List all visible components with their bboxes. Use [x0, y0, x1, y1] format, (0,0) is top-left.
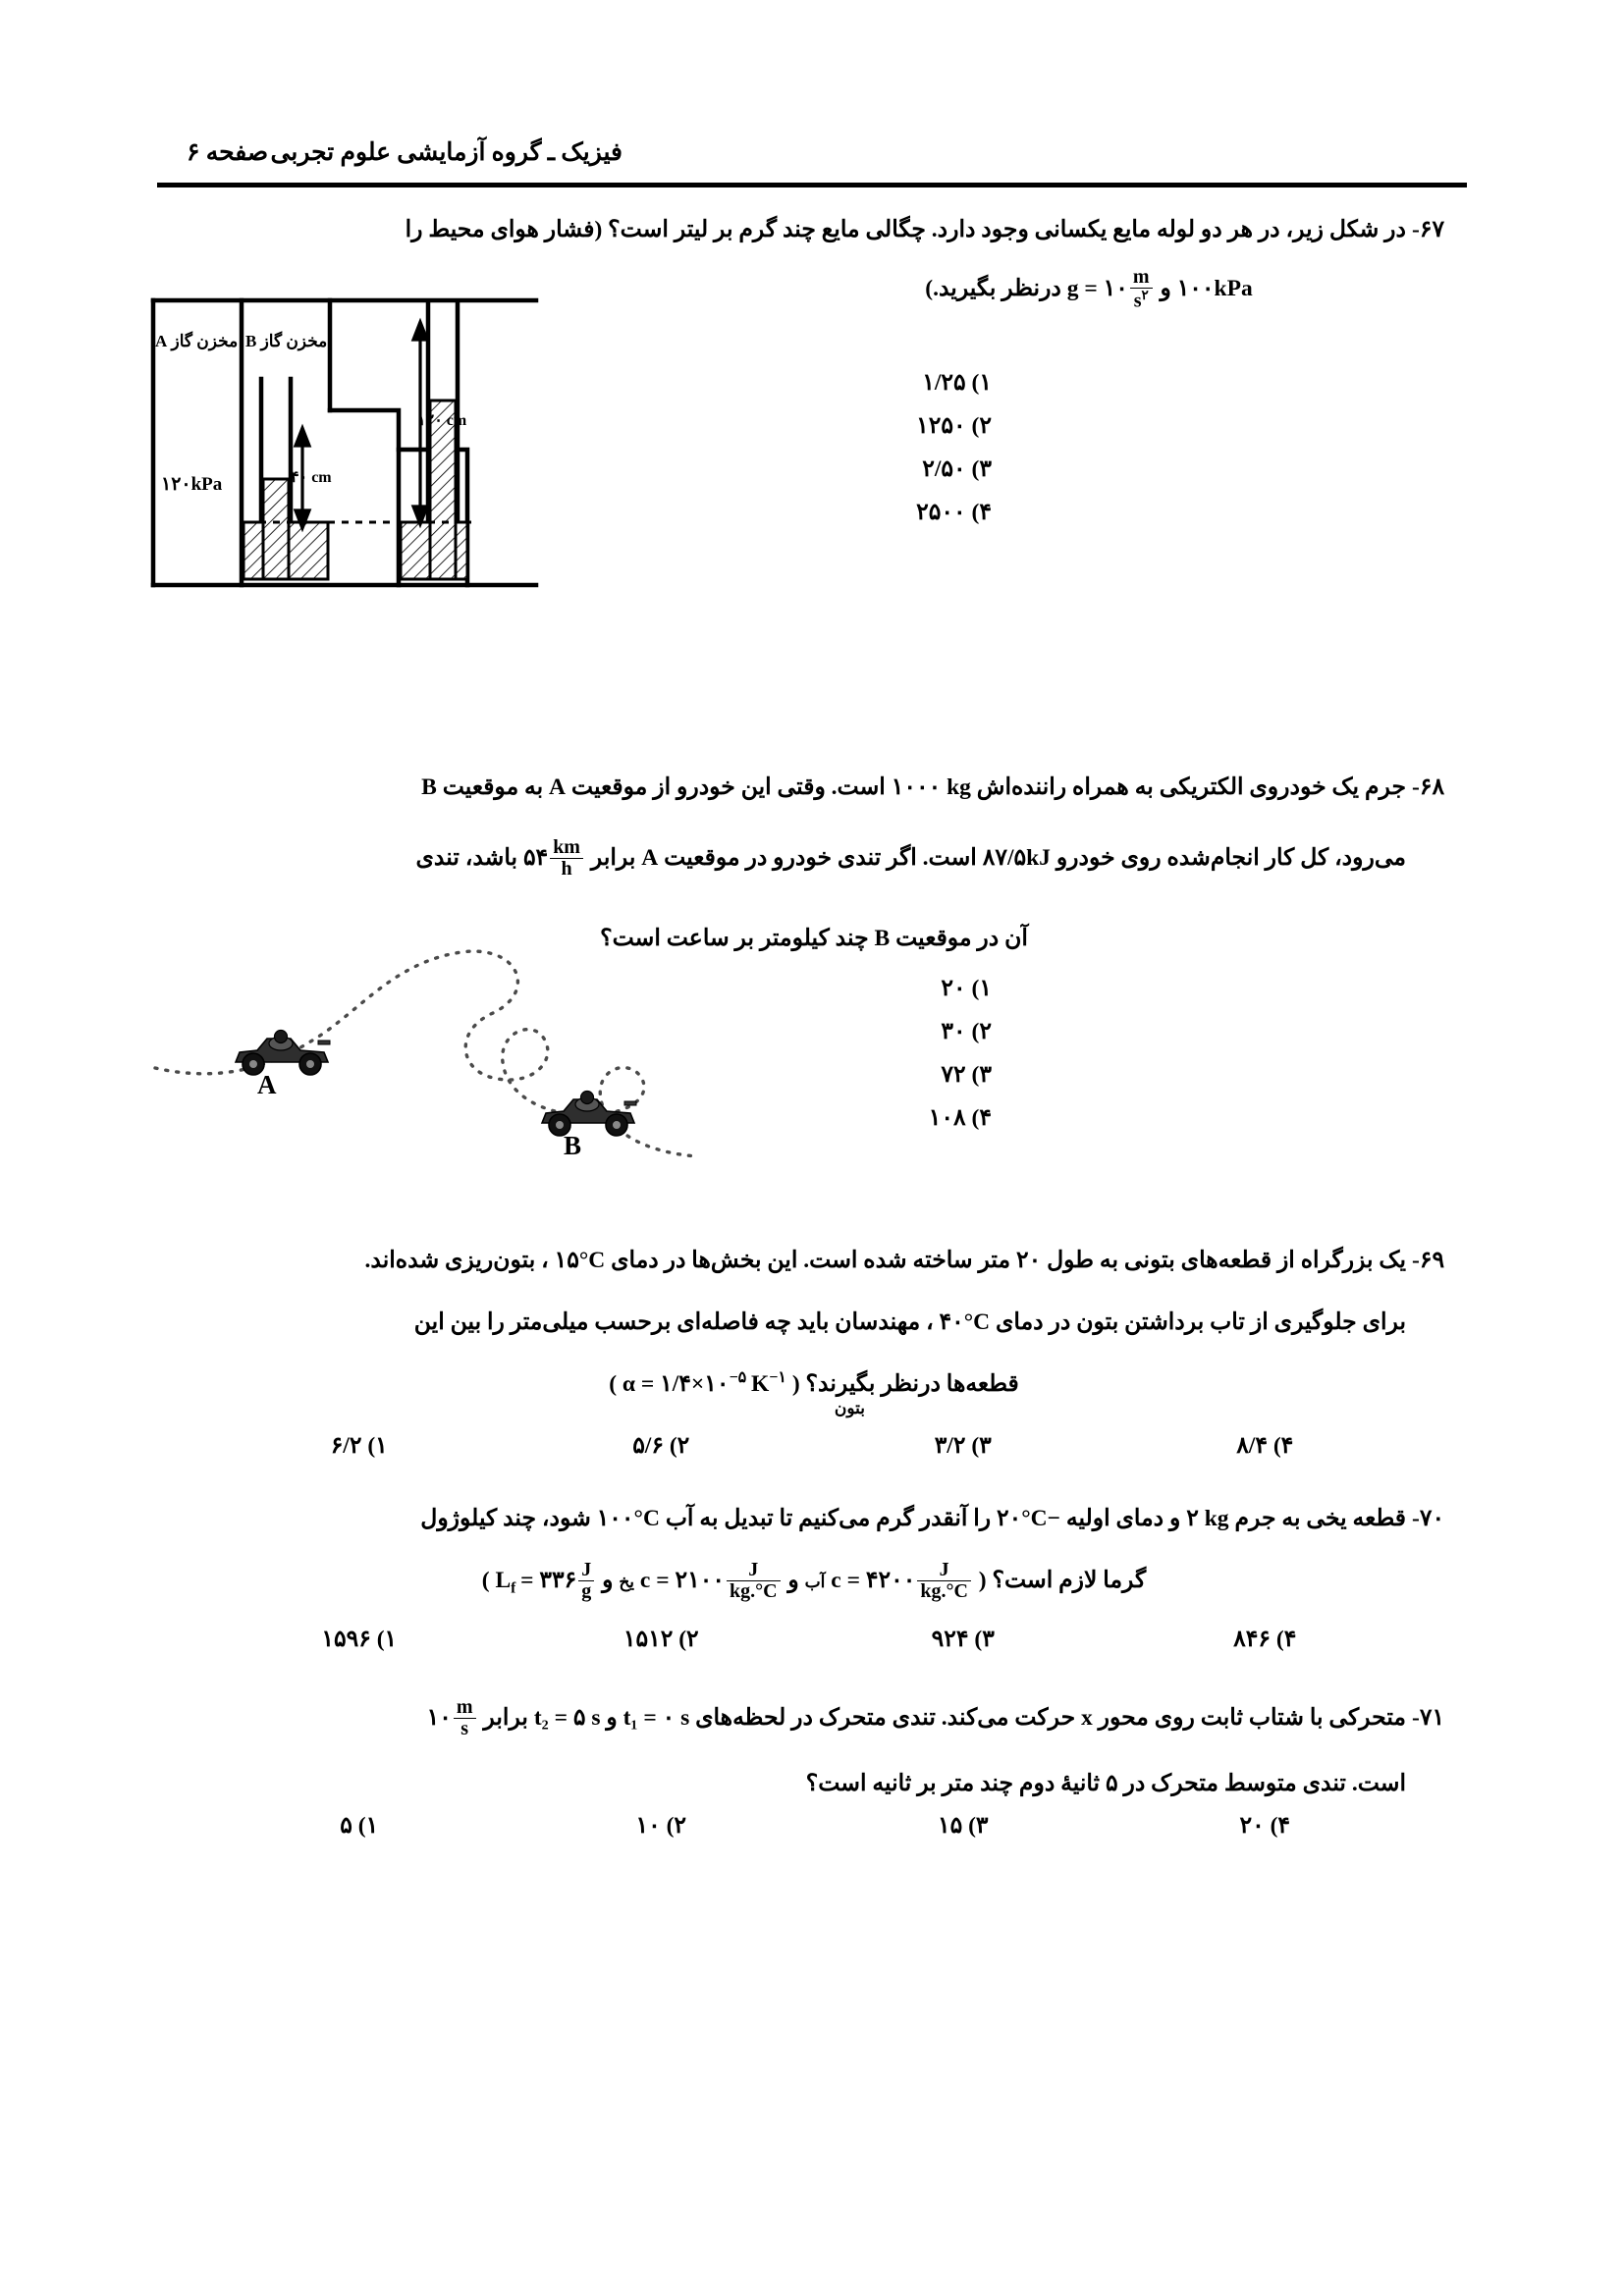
option-row[interactable]: (۳ ۷۲ [770, 1053, 996, 1096]
ice-mass-value: ۲ kg [1186, 1506, 1229, 1531]
option-row[interactable]: (۱ ۱/۲۵ [770, 361, 996, 404]
question-68-text-f: آن در موقعیت B چند کیلومتر بر ساعت است؟ [600, 926, 1028, 951]
car-b-glyph [542, 1092, 636, 1137]
specific-heat-water-unit: $\frac{J}{kg.^\circ C}$ [917, 1560, 971, 1602]
latent-heat-unit: $\frac{J}{g}$ [578, 1560, 594, 1602]
question-70-text-a: قطعه یخی به جرم [1234, 1506, 1406, 1531]
question-68-text-d: است. اگر تندی خودرو در موقعیت A برابر [590, 845, 977, 871]
dimension-40cm-label: ۴۰ cm [291, 469, 332, 486]
car-b-label: B [564, 1131, 582, 1160]
option-value: ۲۰ [1239, 1813, 1265, 1839]
specific-heat-water-subscript: آب [804, 1573, 826, 1591]
car-path-figure [147, 923, 854, 1168]
option-row[interactable]: (۱ ۶/۲ [330, 1433, 388, 1459]
latent-heat-expression: $L_f$ = ۳۳۶ $\frac{J}{g}$ [495, 1559, 596, 1604]
question-68-text-c: می‌رود، کل کار انجام‌شده روی خودرو [1056, 845, 1406, 871]
speed-value-expression: ۱۰ $\frac{m}{s}$ [427, 1696, 478, 1741]
final-temperature-value: ۴۰°C [939, 1309, 991, 1335]
segment-length-value: ۲۰ [1015, 1248, 1042, 1273]
option-value: ۷۲ [941, 1062, 966, 1088]
question-70-text-d: شود، چند کیلوژول [420, 1506, 591, 1531]
question-69-line3 [161, 1362, 1467, 1408]
question-68-line2 [161, 836, 1467, 881]
conj-2: و [602, 1568, 614, 1593]
tank-a-label: مخزن گاز A [155, 332, 239, 350]
option-value: ۶/۲ [330, 1433, 362, 1459]
option-value: ۳/۲ [934, 1433, 966, 1459]
header-page-number: صفحه ۶ [187, 139, 269, 166]
question-69-paren-close: ) [609, 1371, 618, 1397]
manometer-figure [147, 294, 560, 584]
question-68-text-b: است. وقتی این خودرو از موقعیت A به موقعیت B [421, 774, 886, 800]
time-t2-value: t₂ = ۵ s [533, 1705, 601, 1731]
option-row[interactable]: (۳ ۱۵ [937, 1813, 989, 1839]
question-70-text-c: را آنقدر گرم می‌کنیم تا تبدیل به آب [665, 1506, 992, 1531]
option-row[interactable]: (۴ ۸/۴ [1236, 1433, 1294, 1459]
option-value: ۱۰ [635, 1813, 661, 1839]
question-71-conj: و [606, 1705, 618, 1731]
question-70 [161, 1497, 1467, 1542]
option-row[interactable]: (۳ ۲/۵۰ [770, 448, 996, 491]
question-71-number: -۷۱ [1412, 1705, 1445, 1731]
question-71-options [210, 1811, 1418, 1840]
question-68-number: -۶۸ [1412, 774, 1445, 800]
question-70-text-e: گرما لازم است؟ ( [978, 1568, 1147, 1593]
gravity-expression: g = ۱۰ $\frac{m}{s^۲}$ [1067, 267, 1155, 312]
car-mass-value: ۱۰۰۰ kg [891, 774, 971, 800]
ambient-pressure-value: ۱۰۰kPa [1176, 276, 1253, 301]
tank-a-pressure-label: ۱۲۰kPa [161, 474, 223, 495]
specific-heat-ice-unit: $\frac{J}{kg.^\circ C}$ [727, 1560, 781, 1602]
option-row[interactable]: (۴ ۲۵۰۰ [770, 491, 996, 534]
question-69-text-b: متر ساخته شده است. این بخش‌ها در دمای [611, 1248, 1011, 1273]
question-68-text-a: جرم یک خودروی الکتریکی به همراه راننده‌اش [976, 774, 1406, 800]
option-value: ۵/۶ [632, 1433, 664, 1459]
question-69-text-e: ، مهندسان باید چه فاصله‌ای برحسب میلی‌متر را بین این [413, 1309, 934, 1335]
question-67-text: در شکل زیر، در هر دو لوله مایع یکسانی وجود دارد. چگالی مایع چند گرم بر لیتر است؟ (فشار هوای محیط را [405, 217, 1406, 242]
question-70-text-b: و دمای اولیه [1065, 1506, 1181, 1531]
question-71 [161, 1696, 1467, 1741]
option-row[interactable]: (۴ ۲۰ [1239, 1813, 1291, 1839]
question-69-options [210, 1431, 1418, 1460]
question-71-line2 [161, 1762, 1467, 1807]
option-value: ۸/۴ [1236, 1433, 1268, 1459]
question-70-line2 [161, 1559, 1467, 1604]
option-row[interactable]: (۲ ۱۲۵۰ [770, 404, 996, 448]
gravity-unit-fraction: $\frac{m}{s^۲}$ [1130, 267, 1153, 312]
conditions-conjunction: و [1160, 276, 1171, 301]
option-row[interactable]: (۳ ۳/۲ [934, 1433, 992, 1459]
speed-at-a-expression: ۵۴ $\frac{km}{h}$ [523, 836, 585, 881]
option-value: ۱۲۵۰ [916, 413, 966, 439]
question-68 [161, 766, 1467, 811]
specific-heat-ice-subscript: یخ [619, 1573, 635, 1591]
option-row[interactable]: (۱ ۱۵۹۶ [321, 1627, 398, 1652]
option-value: ۸۴۶ [1233, 1627, 1272, 1652]
option-row[interactable]: (۲ ۱۰ [635, 1813, 687, 1839]
car-a-glyph [236, 1031, 330, 1076]
option-row[interactable]: (۱ ۵ [340, 1813, 379, 1839]
ice-initial-temperature-value: ۲۰°C− [997, 1506, 1061, 1531]
question-70-number: -۷۰ [1412, 1506, 1445, 1531]
question-70-options [210, 1625, 1418, 1653]
question-69 [161, 1239, 1467, 1284]
question-69-text-a: یک بزرگراه از قطعه‌های بتونی به طول [1047, 1248, 1406, 1273]
speed-unit-fraction: $\frac{km}{h}$ [550, 837, 583, 880]
header-divider [157, 183, 1467, 187]
option-row[interactable]: (۲ ۵/۶ [632, 1433, 690, 1459]
option-row[interactable]: (۴ ۱۰۸ [770, 1096, 996, 1140]
option-row[interactable]: (۲ ۳۰ [770, 1010, 996, 1053]
question-71-text-b: برابر [483, 1705, 528, 1731]
time-t1-value: t₁ = ۰ s [623, 1705, 690, 1731]
question-67-conditions [750, 267, 1428, 312]
page-header [157, 137, 1467, 185]
tank-b-label: مخزن گاز B [245, 332, 328, 350]
water-final-temperature-value: ۱۰۰°C [596, 1506, 660, 1531]
option-value: ۱۰۸ [928, 1105, 966, 1131]
option-value: ۱/۲۵ [922, 370, 966, 396]
option-value: ۲/۵۰ [922, 456, 966, 482]
question-67-options [770, 361, 996, 534]
question-68-text-e: باشد، تندی [415, 845, 518, 871]
car-a-label: A [257, 1070, 277, 1099]
specific-heat-water-expression: c = ۴۲۰۰ $\frac{J}{kg.^\circ C}$ [831, 1559, 973, 1604]
total-work-value: ۸۷/۵kJ [982, 845, 1051, 871]
alpha-expression: $\alpha = ۱/۴\times ۱۰^{-۵}$ $K^{-۱}$ [622, 1369, 786, 1397]
header-subject-title: فیزیک ـ گروه آزمایشی علوم تجربی [270, 139, 623, 166]
option-row[interactable]: (۴ ۸۴۶ [1233, 1627, 1297, 1652]
dimension-120cm-label: ۱۲۰ cm [417, 412, 467, 429]
question-71-text-c: است. تندی متوسط متحرک در ۵ ثانیهٔ دوم چند متر بر ثانیه است؟ [805, 1771, 1406, 1796]
question-69-text-c: ، بتون‌ریزی شده‌اند. [364, 1248, 549, 1273]
initial-temperature-value: ۱۵°C [554, 1248, 606, 1273]
option-row[interactable]: (۱ ۲۰ [770, 967, 996, 1010]
question-71-text-a: متحرکی با شتاب ثابت روی محور x حرکت می‌کند. تندی متحرک در لحظه‌های [695, 1705, 1406, 1731]
option-value: ۹۲۴ [931, 1627, 969, 1652]
question-69-number: -۶۹ [1412, 1248, 1445, 1273]
option-value: ۲۵۰۰ [916, 500, 966, 525]
question-69-text-d: برای جلوگیری از تاب برداشتن بتون در دمای [996, 1309, 1406, 1335]
option-row[interactable]: (۲ ۱۵۱۲ [623, 1627, 699, 1652]
option-row[interactable]: (۳ ۹۲۴ [931, 1627, 995, 1652]
option-value: ۲۰ [941, 976, 966, 1001]
question-69-text-f: قطعه‌ها درنظر بگیرند؟ ( [791, 1371, 1019, 1397]
option-value: ۱۵۹۶ [321, 1627, 371, 1652]
option-value: ۱۵۱۲ [623, 1627, 674, 1652]
option-value: ۱۵ [937, 1813, 963, 1839]
speed-unit-fraction: $\frac{m}{s}$ [454, 1697, 476, 1739]
question-67 [161, 208, 1467, 253]
option-value: ۵ [340, 1813, 352, 1839]
question-67-number: -۶۷ [1412, 217, 1445, 242]
option-value: ۳۰ [941, 1019, 966, 1044]
question-70-paren-close: ) [481, 1568, 490, 1593]
specific-heat-ice-expression: c = ۲۱۰۰ $\frac{J}{kg.^\circ C}$ [640, 1559, 783, 1604]
conditions-tail: درنظر بگیرید.) [925, 276, 1061, 301]
question-69-line2 [161, 1301, 1467, 1346]
conj-1: و [787, 1568, 799, 1593]
alpha-subscript-label: بتون [834, 1399, 865, 1417]
